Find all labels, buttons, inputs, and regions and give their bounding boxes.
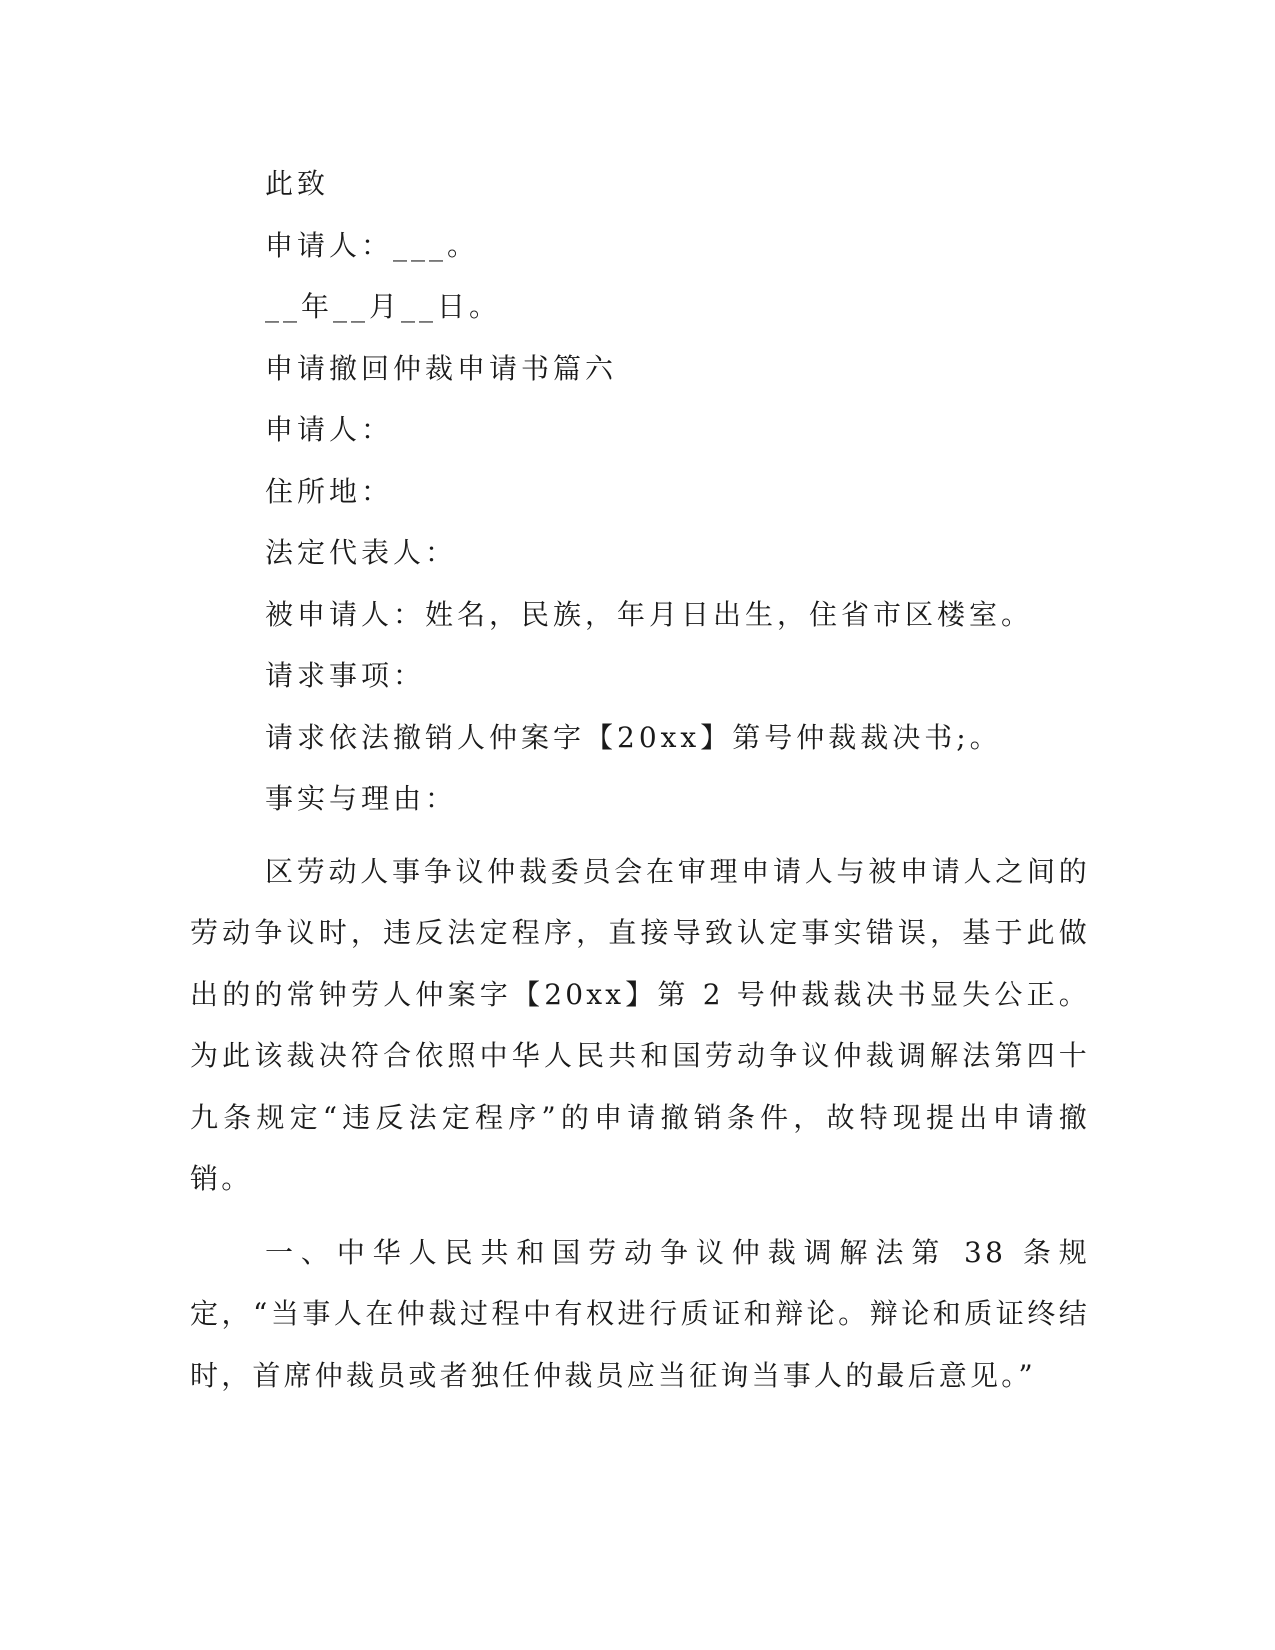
request-item: 请求依法撤销人仲案字【20xx】第号仲裁裁决书;。 bbox=[265, 720, 1002, 754]
request-items-heading: 请求事项： bbox=[265, 659, 426, 692]
date-line: __年__月__日。 bbox=[265, 290, 502, 323]
applicant-signature-line: 申请人：___。 bbox=[265, 228, 480, 262]
document-body bbox=[190, 164, 1090, 1418]
respondent-field: 被申请人：姓名，民族，年月日出生，住省市区楼室。 bbox=[265, 597, 1034, 631]
applicant-field: 申请人： bbox=[265, 413, 394, 446]
address-field: 住所地： bbox=[265, 474, 394, 508]
legal-representative-field: 法定代表人： bbox=[265, 536, 458, 569]
section-title: 申请撤回仲裁申请书篇六 bbox=[265, 351, 618, 385]
facts-paragraph: 区劳动人事争议仲裁委员会在审理申请人与被申请人之间的劳动争议时，违反法定程序，直接导致认定事实错误，基于此做出的的常钟劳人仲案字【20xx】第 2 号仲裁裁决书显失公正。为此该裁决符合依照中华人民共和国劳动争议仲裁调解法第四十九条规定“违反法定程序”的申请撤销条件，故特现提出申请撤销。 bbox=[190, 854, 1090, 1195]
legal-basis-paragraph: 一、中华人民共和国劳动争议仲裁调解法第 38 条规定，“当事人在仲裁过程中有权进行质证和辩论。辩论和质证终结时，首席仲裁员或者独任仲裁员应当征询当事人的最后意见。” bbox=[190, 1235, 1090, 1392]
salutation-line: 此致 bbox=[265, 167, 330, 200]
facts-reasons-heading: 事实与理由： bbox=[265, 782, 458, 815]
